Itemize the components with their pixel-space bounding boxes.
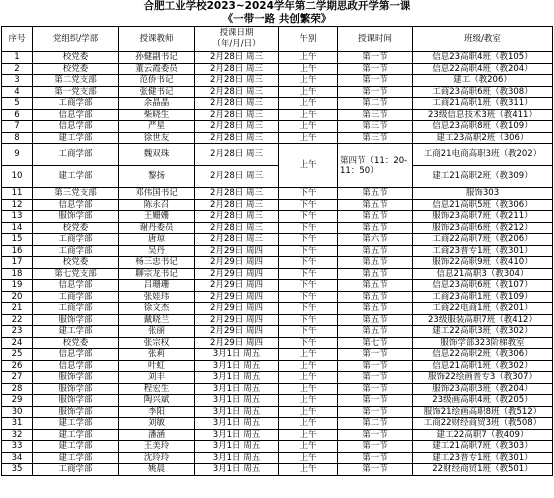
department-cell: 建工学部 [33, 166, 119, 188]
table-row [2, 234, 553, 246]
period-cell: 上午 [279, 63, 338, 75]
department-cell: 校党委 [33, 257, 119, 269]
date-cell: 2月28日 周三 [195, 188, 279, 200]
time-cell: 第七节 [338, 337, 413, 349]
row-number: 19 [2, 280, 33, 292]
table-row [2, 303, 553, 315]
period-cell: 上午 [279, 429, 338, 441]
time-cell: 第一节 [338, 429, 413, 441]
table-row [2, 280, 553, 292]
department-cell: 工商学部 [33, 245, 119, 257]
teacher-cell: 张丽 [119, 326, 195, 338]
date-cell: 2月29日 周四 [195, 268, 279, 280]
table-body [2, 52, 553, 476]
date-cell: 3月1日 周五 [195, 429, 279, 441]
date-cell: 2月28日 周三 [195, 222, 279, 234]
table-row [2, 291, 553, 303]
class-cell: 服饰学部323阶梯教室 [413, 337, 553, 349]
row-number: 15 [2, 234, 33, 246]
class-cell: 建工23普专1班（教301） [413, 452, 553, 464]
period-cell: 上午 [279, 452, 338, 464]
table-row [2, 121, 553, 133]
teacher-cell: 张娃玮 [119, 291, 195, 303]
class-cell: 工商22财经商贸3班（教508） [413, 418, 553, 430]
teacher-cell: 李阳 [119, 406, 195, 418]
teacher-cell: 戴晓兰 [119, 314, 195, 326]
row-number: 30 [2, 406, 33, 418]
header-cell: 授课日期 （年/月/日） [195, 27, 279, 52]
date-cell: 3月1日 周五 [195, 452, 279, 464]
header-cell: 班级/教室 [413, 27, 553, 52]
period-cell: 下午 [279, 314, 338, 326]
time-cell: 第二节 [338, 418, 413, 430]
date-cell: 2月28日 周三 [195, 75, 279, 87]
teacher-cell: 潘涵 [119, 429, 195, 441]
teacher-cell: 吕珊珊 [119, 280, 195, 292]
class-cell: 信息21高职5班（教306） [413, 199, 553, 211]
table-row [2, 199, 553, 211]
row-number: 9 [2, 144, 33, 166]
class-cell: 23级信息技术3班（教411） [413, 109, 553, 121]
teacher-cell: 张宗权 [119, 337, 195, 349]
date-cell: 2月28日 周三 [195, 86, 279, 98]
table-row [2, 441, 553, 453]
table-row [2, 372, 553, 384]
teacher-cell: 魏双珠 [119, 144, 195, 166]
date-cell: 2月28日 周三 [195, 234, 279, 246]
period-cell: 上午 [279, 383, 338, 395]
teacher-cell: 聊宗龙书记 [119, 268, 195, 280]
department-cell: 工商学部 [33, 144, 119, 166]
time-cell: 第一节 [338, 406, 413, 418]
date-cell: 3月1日 周五 [195, 383, 279, 395]
period-cell: 上午 [279, 349, 338, 361]
table-row [2, 360, 553, 372]
table-row [2, 166, 553, 188]
row-number: 35 [2, 464, 33, 476]
row-number: 22 [2, 314, 33, 326]
row-number: 11 [2, 188, 33, 200]
time-cell: 第五节 [338, 268, 413, 280]
row-number: 18 [2, 268, 33, 280]
class-cell: 工商21电商高职3班（教202） [413, 144, 553, 166]
teacher-cell: 徐世友 [119, 132, 195, 144]
teacher-cell: 刘敏 [119, 418, 195, 430]
period-cell: 上午 [279, 441, 338, 453]
date-cell: 2月28日 周三 [195, 109, 279, 121]
time-cell: 第三节 [338, 109, 413, 121]
date-cell: 2月28日 周三 [195, 121, 279, 133]
teacher-cell: 邓伟国书记 [119, 188, 195, 200]
time-cell: 第一节 [338, 464, 413, 476]
row-number: 28 [2, 383, 33, 395]
department-cell: 建工学部 [33, 441, 119, 453]
table-row [2, 326, 553, 338]
row-number: 1 [2, 52, 33, 64]
class-cell: 服饰303 [413, 188, 553, 200]
department-cell: 建工学部 [33, 452, 119, 464]
time-cell: 第一节 [338, 63, 413, 75]
time-cell: 第二节 [338, 98, 413, 110]
table-row [2, 452, 553, 464]
department-cell: 服饰学部 [33, 383, 119, 395]
period-cell: 上午 [279, 121, 338, 133]
class-cell: 工商23普专1班（教301） [413, 245, 553, 257]
class-cell: 建工（教206） [413, 75, 553, 87]
table-row [2, 109, 553, 121]
row-number: 20 [2, 291, 33, 303]
date-cell: 2月29日 周四 [195, 303, 279, 315]
class-cell: 信息23高职8班（教109） [413, 121, 553, 133]
date-cell: 2月29日 周四 [195, 245, 279, 257]
table-row [2, 406, 553, 418]
time-cell: 第一节 [338, 52, 413, 64]
schedule-table [1, 26, 553, 476]
row-number: 12 [2, 199, 33, 211]
teacher-cell: 谢丹委员 [119, 222, 195, 234]
period-cell: 下午 [279, 234, 338, 246]
department-cell: 工商学部 [33, 98, 119, 110]
time-cell: 第五节 [338, 280, 413, 292]
teacher-cell: 刘丰 [119, 372, 195, 384]
table-header-row [2, 27, 553, 52]
row-number: 6 [2, 109, 33, 121]
time-cell: 第一节 [338, 372, 413, 384]
header-cell: 午别 [279, 27, 338, 52]
table-row [2, 464, 553, 476]
document-title: 合肥工业学校2023~2024学年第二学期思政开学第一课 [143, 0, 411, 12]
teacher-cell: 黎扬 [119, 166, 195, 188]
time-cell: 第五节 [338, 245, 413, 257]
period-cell: 下午 [279, 268, 338, 280]
table-row [2, 86, 553, 98]
date-cell: 3月1日 周五 [195, 360, 279, 372]
department-cell: 工商学部 [33, 291, 119, 303]
header-cell: 党组织/学部 [33, 27, 119, 52]
period-cell: 上午 [279, 144, 338, 188]
row-number: 24 [2, 337, 33, 349]
table-row [2, 418, 553, 430]
row-number: 33 [2, 441, 33, 453]
class-cell: 服饰22高职9班（教410） [413, 257, 553, 269]
date-cell: 2月29日 周四 [195, 326, 279, 338]
time-cell: 第一节 [338, 360, 413, 372]
date-cell: 3月1日 周五 [195, 464, 279, 476]
period-cell: 上午 [279, 406, 338, 418]
date-cell: 2月29日 周四 [195, 314, 279, 326]
table-row [2, 395, 553, 407]
date-cell: 3月1日 周五 [195, 418, 279, 430]
teacher-cell: 程宏生 [119, 383, 195, 395]
table-row [2, 211, 553, 223]
class-cell: 工商23高职1班（教109） [413, 291, 553, 303]
department-cell: 信息学部 [33, 349, 119, 361]
row-number: 3 [2, 75, 33, 87]
date-cell: 3月1日 周五 [195, 406, 279, 418]
time-cell: 第五节 [338, 303, 413, 315]
date-cell: 2月29日 周四 [195, 257, 279, 269]
class-cell: 工商21高职1班（教311） [413, 98, 553, 110]
teacher-cell: 沈玲玲 [119, 452, 195, 464]
teacher-cell: 叶虹 [119, 360, 195, 372]
row-number: 31 [2, 418, 33, 430]
teacher-cell: 唐琼 [119, 234, 195, 246]
class-cell: 信息21高职3（教304） [413, 268, 553, 280]
time-cell: 第三节 [338, 132, 413, 144]
date-cell: 3月1日 周五 [195, 349, 279, 361]
class-cell: 信息23高职6班（教107） [413, 280, 553, 292]
department-cell: 服饰学部 [33, 372, 119, 384]
teacher-cell: 严星 [119, 121, 195, 133]
teacher-cell: 孙健副书记 [119, 52, 195, 64]
department-cell: 校党委 [33, 63, 119, 75]
period-cell: 上午 [279, 372, 338, 384]
row-number: 17 [2, 257, 33, 269]
teacher-cell: 吴丹 [119, 245, 195, 257]
row-number: 4 [2, 86, 33, 98]
teacher-cell: 陈永召 [119, 199, 195, 211]
period-cell: 上午 [279, 132, 338, 144]
period-cell: 上午 [279, 395, 338, 407]
header-cell: 序号 [2, 27, 33, 52]
department-cell: 第一党支部 [33, 86, 119, 98]
table-row [2, 245, 553, 257]
date-cell: 2月28日 周三 [195, 199, 279, 211]
period-cell: 下午 [279, 280, 338, 292]
time-cell: 第六节 [338, 234, 413, 246]
class-cell: 工商23高职6班（教308） [413, 86, 553, 98]
time-cell: 第五节 [338, 257, 413, 269]
department-cell: 第七党支部 [33, 268, 119, 280]
row-number: 21 [2, 303, 33, 315]
department-cell: 校党委 [33, 52, 119, 64]
class-cell: 服饰22绘画普专3（教307） [413, 372, 553, 384]
department-cell: 工商学部 [33, 464, 119, 476]
class-cell: 服饰23高职6班（教212） [413, 222, 553, 234]
row-number: 32 [2, 429, 33, 441]
class-cell: 工商22高职7班（教206） [413, 234, 553, 246]
row-number: 10 [2, 166, 33, 188]
date-cell: 2月28日 周三 [195, 166, 279, 188]
table-row [2, 337, 553, 349]
period-cell: 上午 [279, 75, 338, 87]
department-cell: 建工学部 [33, 132, 119, 144]
date-cell: 2月29日 周四 [195, 337, 279, 349]
time-cell: 第三节 [338, 121, 413, 133]
department-cell: 建工学部 [33, 326, 119, 338]
table-row [2, 349, 553, 361]
period-cell: 下午 [279, 257, 338, 269]
period-cell: 下午 [279, 199, 338, 211]
table-row [2, 314, 553, 326]
class-cell: 信息22高职2班（教306） [413, 349, 553, 361]
teacher-cell: 杨三忠书记 [119, 257, 195, 269]
table-row [2, 98, 553, 110]
table-row [2, 222, 553, 234]
time-cell: 第五节 [338, 222, 413, 234]
time-cell: 第一节 [338, 75, 413, 87]
row-number: 26 [2, 360, 33, 372]
class-cell: 服饰23高职3班（教204） [413, 383, 553, 395]
time-cell: 第一节 [338, 383, 413, 395]
date-cell: 2月28日 周三 [195, 144, 279, 166]
date-cell: 2月28日 周三 [195, 211, 279, 223]
class-cell: 建工23高职2班（306） [413, 132, 553, 144]
class-cell: 建工22高职3班（教302） [413, 326, 553, 338]
class-cell: 建工21高职7班（教303） [413, 441, 553, 453]
teacher-cell: 董云霞委员 [119, 63, 195, 75]
teacher-cell: 张莉 [119, 349, 195, 361]
date-cell: 2月28日 周三 [195, 63, 279, 75]
teacher-cell: 王美玲 [119, 441, 195, 453]
teacher-cell: 王姗姗 [119, 211, 195, 223]
period-cell: 下午 [279, 337, 338, 349]
time-cell: 第五节 [338, 291, 413, 303]
time-cell: 第一节 [338, 441, 413, 453]
table-row [2, 188, 553, 200]
teacher-cell: 范侨书记 [119, 75, 195, 87]
period-cell: 下午 [279, 326, 338, 338]
class-cell: 信息21高职1班（教302） [413, 360, 553, 372]
row-number: 5 [2, 98, 33, 110]
table-row [2, 429, 553, 441]
department-cell: 信息学部 [33, 109, 119, 121]
period-cell: 上午 [279, 464, 338, 476]
class-cell: 信息23高职4班（教105） [413, 52, 553, 64]
class-cell: 23级服装高职7班（教412） [413, 314, 553, 326]
time-cell: 第一节 [338, 452, 413, 464]
row-number: 29 [2, 395, 33, 407]
period-cell: 下午 [279, 291, 338, 303]
period-cell: 下午 [279, 245, 338, 257]
department-cell: 服饰学部 [33, 314, 119, 326]
period-cell: 上午 [279, 360, 338, 372]
class-cell: 22财经商贸1班（教501） [413, 464, 553, 476]
row-number: 34 [2, 452, 33, 464]
department-cell: 第二党支部 [33, 75, 119, 87]
row-number: 25 [2, 349, 33, 361]
date-cell: 3月1日 周五 [195, 395, 279, 407]
time-cell: 第五节 [338, 326, 413, 338]
date-cell: 2月29日 周四 [195, 291, 279, 303]
class-cell: 服饰23高职7班（教211） [413, 211, 553, 223]
date-cell: 2月29日 周四 [195, 280, 279, 292]
department-cell: 服饰学部 [33, 395, 119, 407]
class-cell: 23级画高职4班（教205） [413, 395, 553, 407]
period-cell: 下午 [279, 211, 338, 223]
class-cell: 服饰21绘画高职8班（教512） [413, 406, 553, 418]
document-subtitle: 《一带一路 共创繁荣》 [222, 13, 332, 25]
class-cell: 建工21高职2班（教309） [413, 166, 553, 188]
table-row [2, 257, 553, 269]
header-cell: 授课时间 [338, 27, 413, 52]
department-cell: 信息学部 [33, 360, 119, 372]
table-row [2, 63, 553, 75]
time-cell: 第一节 [338, 349, 413, 361]
teacher-cell: 徐文杰 [119, 303, 195, 315]
teacher-cell: 余晶晶 [119, 98, 195, 110]
department-cell: 信息学部 [33, 199, 119, 211]
table-row [2, 383, 553, 395]
period-cell: 上午 [279, 98, 338, 110]
time-cell: 第五节 [338, 211, 413, 223]
department-cell: 工商学部 [33, 234, 119, 246]
row-number: 2 [2, 63, 33, 75]
period-cell: 上午 [279, 86, 338, 98]
period-cell: 下午 [279, 222, 338, 234]
department-cell: 服饰学部 [33, 211, 119, 223]
row-number: 16 [2, 245, 33, 257]
table-row [2, 268, 553, 280]
row-number: 14 [2, 222, 33, 234]
time-cell: 第一节 [338, 395, 413, 407]
period-cell: 下午 [279, 188, 338, 200]
time-cell: 第五节 [338, 314, 413, 326]
period-cell: 上午 [279, 418, 338, 430]
department-cell: 第三党支部 [33, 188, 119, 200]
class-cell: 信息22高职4班（教204） [413, 63, 553, 75]
teacher-cell: 姚晨 [119, 464, 195, 476]
teacher-cell: 张健书记 [119, 86, 195, 98]
department-cell: 校党委 [33, 222, 119, 234]
time-cell: 第五节 [338, 188, 413, 200]
department-cell: 服饰学部 [33, 406, 119, 418]
period-cell: 下午 [279, 303, 338, 315]
header-cell: 授课教师 [119, 27, 195, 52]
department-cell: 建工学部 [33, 429, 119, 441]
table-row [2, 52, 553, 64]
table-row [2, 144, 553, 166]
date-cell: 2月28日 周三 [195, 52, 279, 64]
class-cell: 建工22高职7（教409） [413, 429, 553, 441]
time-cell: 第一节 [338, 86, 413, 98]
row-number: 13 [2, 211, 33, 223]
date-cell: 2月28日 周三 [195, 132, 279, 144]
department-cell: 校党委 [33, 337, 119, 349]
row-number: 7 [2, 121, 33, 133]
teacher-cell: 陶兴斌 [119, 395, 195, 407]
department-cell: 建工学部 [33, 418, 119, 430]
table-row [2, 75, 553, 87]
time-cell: 第五节 [338, 199, 413, 211]
class-cell: 工商22电商1班（教201） [413, 303, 553, 315]
department-cell: 工商学部 [33, 303, 119, 315]
period-cell: 上午 [279, 109, 338, 121]
table-row [2, 132, 553, 144]
period-cell: 上午 [279, 52, 338, 64]
date-cell: 2月28日 周三 [195, 98, 279, 110]
time-cell: 第四节（11：20-11：50） [338, 144, 413, 188]
department-cell: 信息学部 [33, 121, 119, 133]
department-cell: 信息学部 [33, 280, 119, 292]
date-cell: 3月1日 周五 [195, 441, 279, 453]
row-number: 23 [2, 326, 33, 338]
teacher-cell: 柴晓生 [119, 109, 195, 121]
date-cell: 3月1日 周五 [195, 372, 279, 384]
row-number: 8 [2, 132, 33, 144]
row-number: 27 [2, 372, 33, 384]
